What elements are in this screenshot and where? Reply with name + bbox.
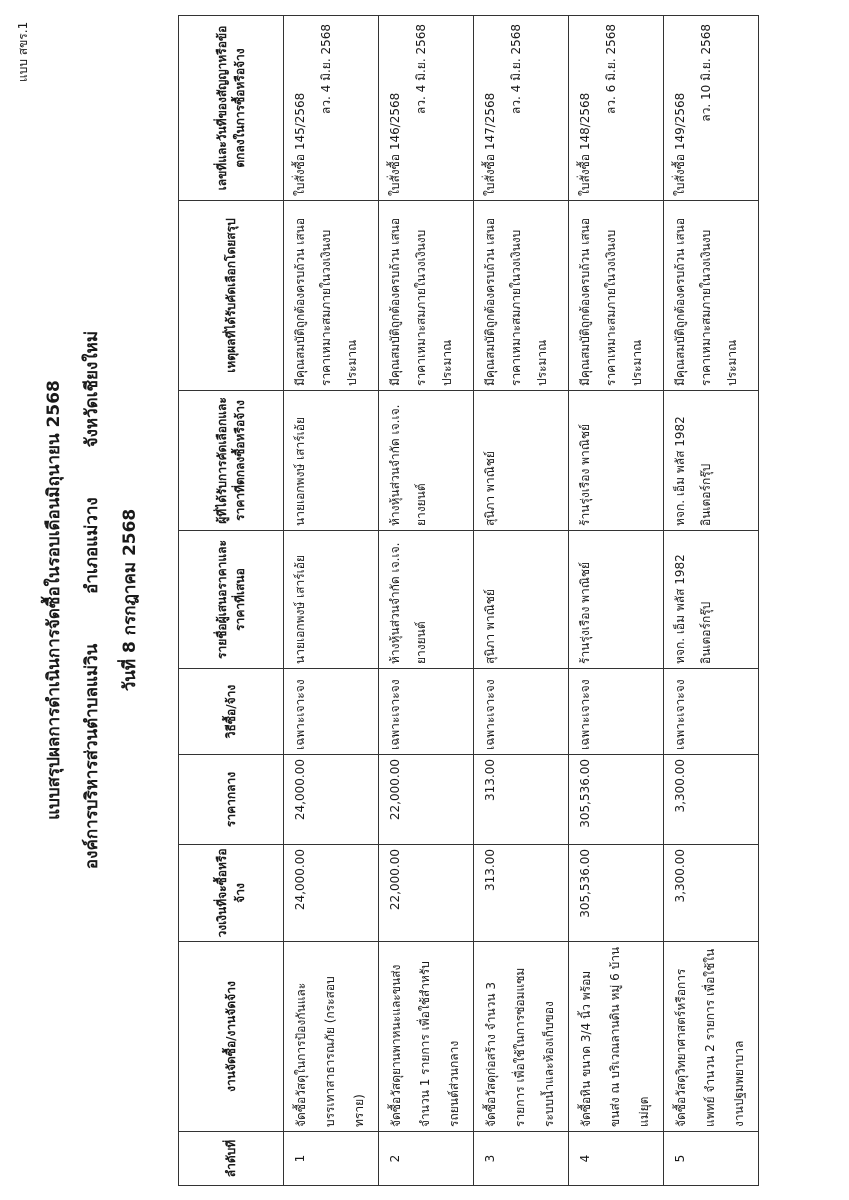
district-name: อำเภอแม่วาง bbox=[82, 497, 102, 594]
cell-reason: มีคุณสมบัติถูกต้องครบถ้วน เสนอราคาเหมาะสมภายในวงเงินงบประมาณ bbox=[379, 201, 474, 391]
contract-date: ลว. 4 มิ.ย. 2568 bbox=[414, 24, 428, 115]
province-name: จังหวัดเชียงใหม่ bbox=[82, 330, 102, 448]
cell-budget: 305,536.00 bbox=[569, 845, 664, 942]
cell-budget: 24,000.00 bbox=[284, 845, 379, 942]
cell-item: จัดซื้อวัสดุยานพาหนะและขนส่ง จำนวน 1 รายการ เพื่อใช้สำหรับรถยนต์ส่วนกลาง bbox=[379, 942, 474, 1132]
cell-method: เฉพาะเจาะจง bbox=[664, 669, 759, 755]
col-header-bidders: รายชื่อผู้เสนอราคาและราคาที่เสนอ bbox=[179, 531, 284, 669]
col-header-median-price: ราคากลาง bbox=[179, 755, 284, 845]
cell-contract bbox=[284, 16, 379, 201]
col-header-reason: เหตุผลที่ได้รับคัดเลือกโดยสรุป bbox=[179, 201, 284, 391]
cell-item: จัดซื้อวัสดุก่อสร้าง จำนวน 3 รายการ เพื่อใช้ในการซ่อมแซมระบบน้ำและห้องเก็บของ bbox=[474, 942, 569, 1132]
contract-number: ใบสั่งซื้อ 146/2568 bbox=[388, 92, 402, 196]
cell-median-price: 305,536.00 bbox=[569, 755, 664, 845]
cell-selected: หจก. เอ็ม พลัส 1982 อินเตอร์กรุ๊ป bbox=[664, 391, 759, 531]
contract-number: ใบสั่งซื้อ 147/2568 bbox=[483, 92, 497, 196]
cell-bidders: ห้างหุ้นส่วนจำกัด เจ.เจ. ยางยนต์ bbox=[379, 531, 474, 669]
cell-contract bbox=[569, 16, 664, 201]
cell-reason: มีคุณสมบัติถูกต้องครบถ้วน เสนอราคาเหมาะสมภายในวงเงินงบประมาณ bbox=[474, 201, 569, 391]
contract-date: ลว. 10 มิ.ย. 2568 bbox=[699, 24, 713, 122]
cell-budget: 3,300.00 bbox=[664, 845, 759, 942]
col-header-contract: เลขที่และวันที่ของสัญญาหรือข้อตกลงในการซื้อหรือจ้าง bbox=[179, 16, 284, 201]
cell-contract bbox=[664, 16, 759, 201]
col-header-method: วิธีซื้อ/จ้าง bbox=[179, 669, 284, 755]
org-line bbox=[78, 0, 105, 1200]
cell-no: 3 bbox=[474, 1132, 569, 1186]
report-title: แบบสรุปผลการดำเนินการจัดซื้อในรอบเดือนมิถุนายน 2568 bbox=[44, 380, 64, 820]
cell-bidders: ร้านรุ่งเรือง พาณิชย์ bbox=[569, 531, 664, 669]
cell-selected: สุนิภา พาณิชย์ bbox=[474, 391, 569, 531]
col-header-selected: ผู้ที่ได้รับการคัดเลือกและราคาที่ตกลงซื้อหรือจ้าง bbox=[179, 391, 284, 531]
cell-selected: ห้างหุ้นส่วนจำกัด เจ.เจ. ยางยนต์ bbox=[379, 391, 474, 531]
cell-no: 2 bbox=[379, 1132, 474, 1186]
cell-method: เฉพาะเจาะจง bbox=[474, 669, 569, 755]
cell-median-price: 3,300.00 bbox=[664, 755, 759, 845]
cell-reason: มีคุณสมบัติถูกต้องครบถ้วน เสนอราคาเหมาะสมภายในวงเงินงบประมาณ bbox=[664, 201, 759, 391]
cell-median-price: 22,000.00 bbox=[379, 755, 474, 845]
cell-item: จัดซื้อวัสดุวิทยาศาสตร์หรือการแพทย์ จำนวน 2 รายการ เพื่อใช้ในงานปฐมพยาบาล bbox=[664, 942, 759, 1132]
contract-date: ลว. 4 มิ.ย. 2568 bbox=[509, 24, 523, 115]
cell-method: เฉพาะเจาะจง bbox=[284, 669, 379, 755]
cell-bidders: สุนิภา พาณิชย์ bbox=[474, 531, 569, 669]
cell-reason: มีคุณสมบัติถูกต้องครบถ้วน เสนอราคาเหมาะสมภายในวงเงินงบประมาณ bbox=[569, 201, 664, 391]
cell-budget: 313.00 bbox=[474, 845, 569, 942]
contract-number: ใบสั่งซื้อ 145/2568 bbox=[293, 92, 307, 196]
form-code: แบบ สขร.1 bbox=[16, 21, 30, 82]
cell-bidders: นายเอกพงษ์ เสาร์เอ้ย bbox=[284, 531, 379, 669]
table-row bbox=[664, 16, 759, 1186]
table-row bbox=[379, 16, 474, 1186]
org-name: องค์การบริหารส่วนตำบลแม่วิน bbox=[82, 643, 102, 870]
cell-no: 4 bbox=[569, 1132, 664, 1186]
procurement-summary-table bbox=[178, 15, 759, 1186]
cell-item: จัดซื้อหิน ขนาด 3/4 นิ้ว พร้อมขนส่ง ณ บริเวณลานดิน หมู่ 6 บ้านแม่ยุต bbox=[569, 942, 664, 1132]
cell-bidders: หจก. เอ็ม พลัส 1982 อินเตอร์กรุ๊ป bbox=[664, 531, 759, 669]
cell-contract bbox=[474, 16, 569, 201]
cell-contract bbox=[379, 16, 474, 201]
cell-method: เฉพาะเจาะจง bbox=[569, 669, 664, 755]
cell-reason: มีคุณสมบัติถูกต้องครบถ้วน เสนอราคาเหมาะสมภายในวงเงินงบประมาณ bbox=[284, 201, 379, 391]
cell-budget: 22,000.00 bbox=[379, 845, 474, 942]
header-row bbox=[179, 16, 284, 1186]
col-header-budget: วงเงินที่จะซื้อหรือจ้าง bbox=[179, 845, 284, 942]
contract-date: ลว. 4 มิ.ย. 2568 bbox=[319, 24, 333, 115]
contract-date: ลว. 6 มิ.ย. 2568 bbox=[604, 24, 618, 115]
cell-selected: นายเอกพงษ์ เสาร์เอ้ย bbox=[284, 391, 379, 531]
col-header-no: ลำดับที่ bbox=[179, 1132, 284, 1186]
cell-no: 5 bbox=[664, 1132, 759, 1186]
cell-median-price: 313.00 bbox=[474, 755, 569, 845]
cell-selected: ร้านรุ่งเรือง พาณิชย์ bbox=[569, 391, 664, 531]
table-row bbox=[284, 16, 379, 1186]
cell-item: จัดซื้อวัสดุในการป้องกันและบรรเทาสาธารณภัย (กระสอบทราย) bbox=[284, 942, 379, 1132]
contract-number: ใบสั่งซื้อ 149/2568 bbox=[673, 92, 687, 196]
col-header-item: งานจัดซื้อ/งานจัดจ้าง bbox=[179, 942, 284, 1132]
report-date: วันที่ 8 กรกฎาคม 2568 bbox=[120, 508, 140, 692]
table-row bbox=[474, 16, 569, 1186]
cell-method: เฉพาะเจาะจง bbox=[379, 669, 474, 755]
cell-median-price: 24,000.00 bbox=[284, 755, 379, 845]
contract-number: ใบสั่งซื้อ 148/2568 bbox=[578, 92, 592, 196]
cell-no: 1 bbox=[284, 1132, 379, 1186]
table-row bbox=[569, 16, 664, 1186]
